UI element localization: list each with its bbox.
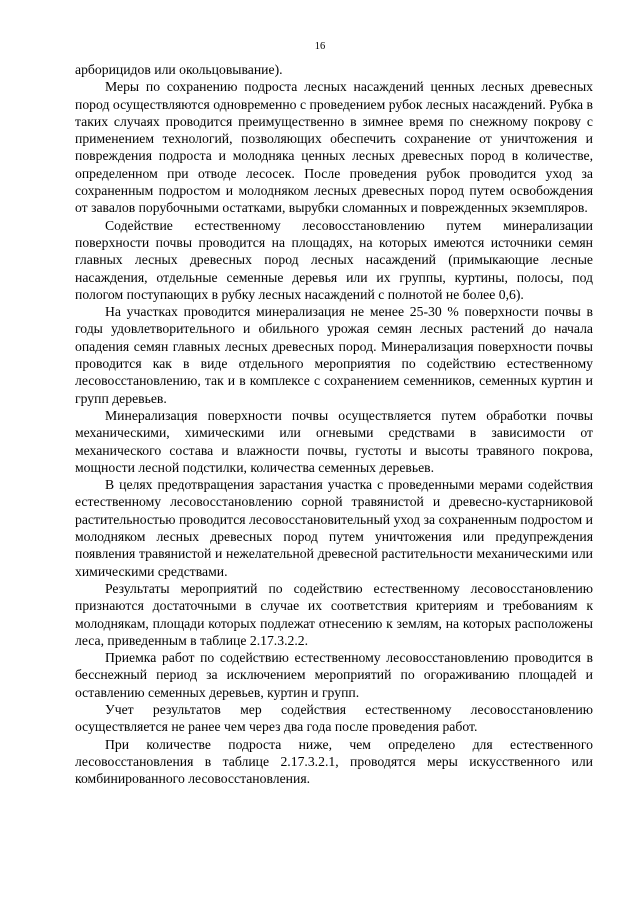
paragraph-soil-mineralization-areas: Содействие естественному лесовосстановлению путем минерализации поверхности почвы проводится на площадях, на которых имеются источники семян главных лесных древесных пород лесных насаждений (примыкающие лесные насаждения, отдельные семенные деревья или их группы, куртины, полосы, под пологом поступающих в рубку лесных насаждений с полнотой не более 0,6). bbox=[75, 217, 593, 302]
document-body bbox=[75, 61, 593, 787]
paragraph-results-criteria: Результаты мероприятий по содействию естественному лесовосстановлению признаются достаточными в случае их соответствия критериям и требованиям к молоднякам, площади которых подлежат отнесению к землям, на которых расположены леса, приведенным в таблице 2.17.3.2.2. bbox=[75, 580, 593, 648]
page-number: 16 bbox=[314, 41, 326, 52]
paragraph-works-acceptance: Приемка работ по содействию естественному лесовосстановлению проводится в бесснежный период за исключением мероприятий по огораживанию площадей и оставлению семенных деревьев, куртин и групп. bbox=[75, 650, 593, 700]
paragraph-continuation: арборицидов или окольцовывание). bbox=[75, 62, 283, 77]
paragraph-results-accounting: Учет результатов мер содействия естественному лесовосстановлению осуществляется не ранее чем через два года после проведения работ. bbox=[75, 701, 593, 735]
paragraph-mineralization-extent: На участках проводится минерализация не менее 25-30 % поверхности почвы в годы удовлетворительного и обильного урожая семян лесных растений до начала опадения семян главных лесных древесных пород. Минерализация поверхности почвы проводится как в виде отдельного мероприятия по содействию естественному лесовосстановлению, так и в комплексе с сохранением семенников, семенных куртин и групп деревьев. bbox=[75, 304, 593, 406]
paragraph-weed-prevention-care: В целях предотвращения зарастания участка с проведенными мерами содействия естественному лесовосстановлению сорной травянистой и древесно-кустарниковой растительностью проводится лесовосстановительный уход за сохраненным подростом и молодняком лесных древесных пород путем уничтожения или предупреждения появления травянистой и нежелательной древесной растительности механическими или химическими средствами. bbox=[75, 477, 593, 579]
paragraph-mineralization-methods: Минерализация поверхности почвы осуществляется путем обработки почвы механическими, химическими или огневыми средствами в зависимости от механического состава и влажности почвы, густоты и высоты травяного покрова, мощности лесной подстилки, количества семенных деревьев. bbox=[75, 407, 593, 475]
paragraph-artificial-reforestation: При количестве подроста ниже, чем определено для естественного лесовосстановления в таблице 2.17.3.2.1, проводятся меры искусственного или комбинированного лесовосстановления. bbox=[75, 736, 593, 787]
paragraph-undergrowth-preservation: Меры по сохранению подроста лесных насаждений ценных лесных древесных пород осуществляются одновременно с проведением рубок лесных насаждений. Рубка в таких случаях проводится преимущественно в зимнее время по снежному покрову с применением технологий, позволяющих обеспечить сохранение от уничтожения и повреждения подроста и молодняка ценных лесных древесных пород в количестве, определенном при отводе лесосек. После проведения рубок проводится уход за сохраненным подростом и молодняком лесных древесных пород путем освобождения от завалов порубочными остатками, вырубки сломанных и поврежденных экземпляров. bbox=[75, 79, 593, 216]
